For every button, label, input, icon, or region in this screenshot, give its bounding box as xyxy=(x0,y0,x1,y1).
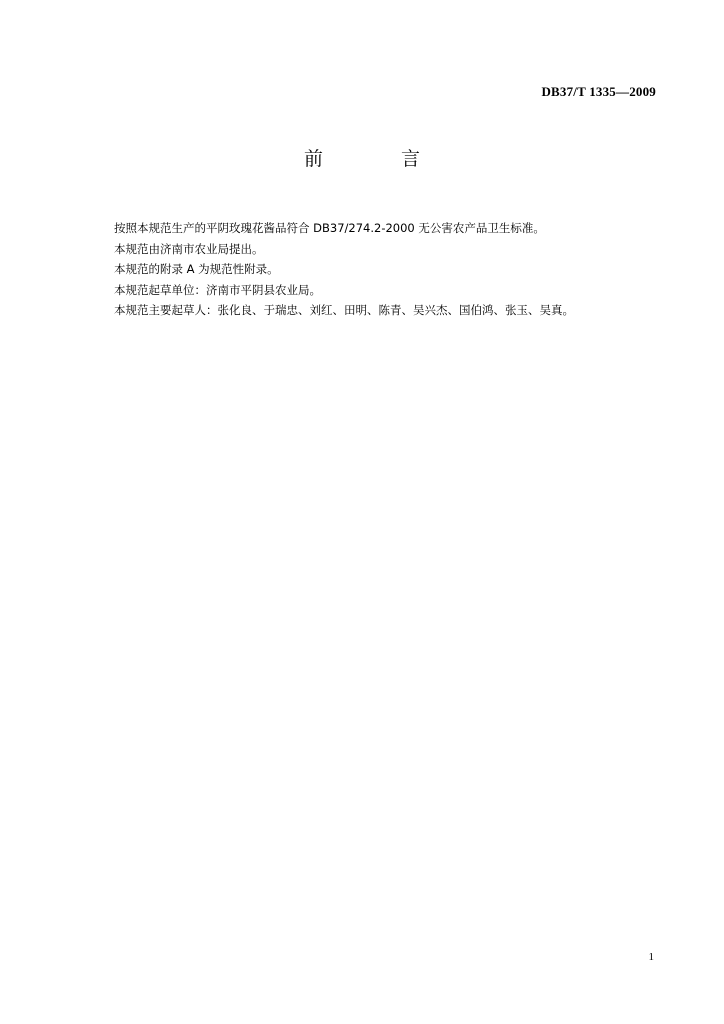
foreword-paragraph: 本规范主要起草人：张化良、于瑞忠、刘红、田明、陈青、吴兴杰、国伯鸿、张玉、吴真。 xyxy=(114,303,574,317)
foreword-paragraph: 本规范起草单位：济南市平阴县农业局。 xyxy=(114,282,321,297)
section-title: 前 言 xyxy=(303,148,457,170)
foreword-paragraph: 本规范由济南市农业局提出。 xyxy=(114,241,264,256)
document-code: DB37/T 1335—2009 xyxy=(541,84,656,99)
foreword-paragraph: 本规范的附录 A 为规范性附录。 xyxy=(114,262,279,276)
foreword-paragraph: 按照本规范生产的平阴玫瑰花酱品符合 DB37/274.2-2000 无公害农产品卫生标准。 xyxy=(114,221,545,235)
page-number: 1 xyxy=(648,951,654,963)
foreword-body xyxy=(114,218,674,321)
